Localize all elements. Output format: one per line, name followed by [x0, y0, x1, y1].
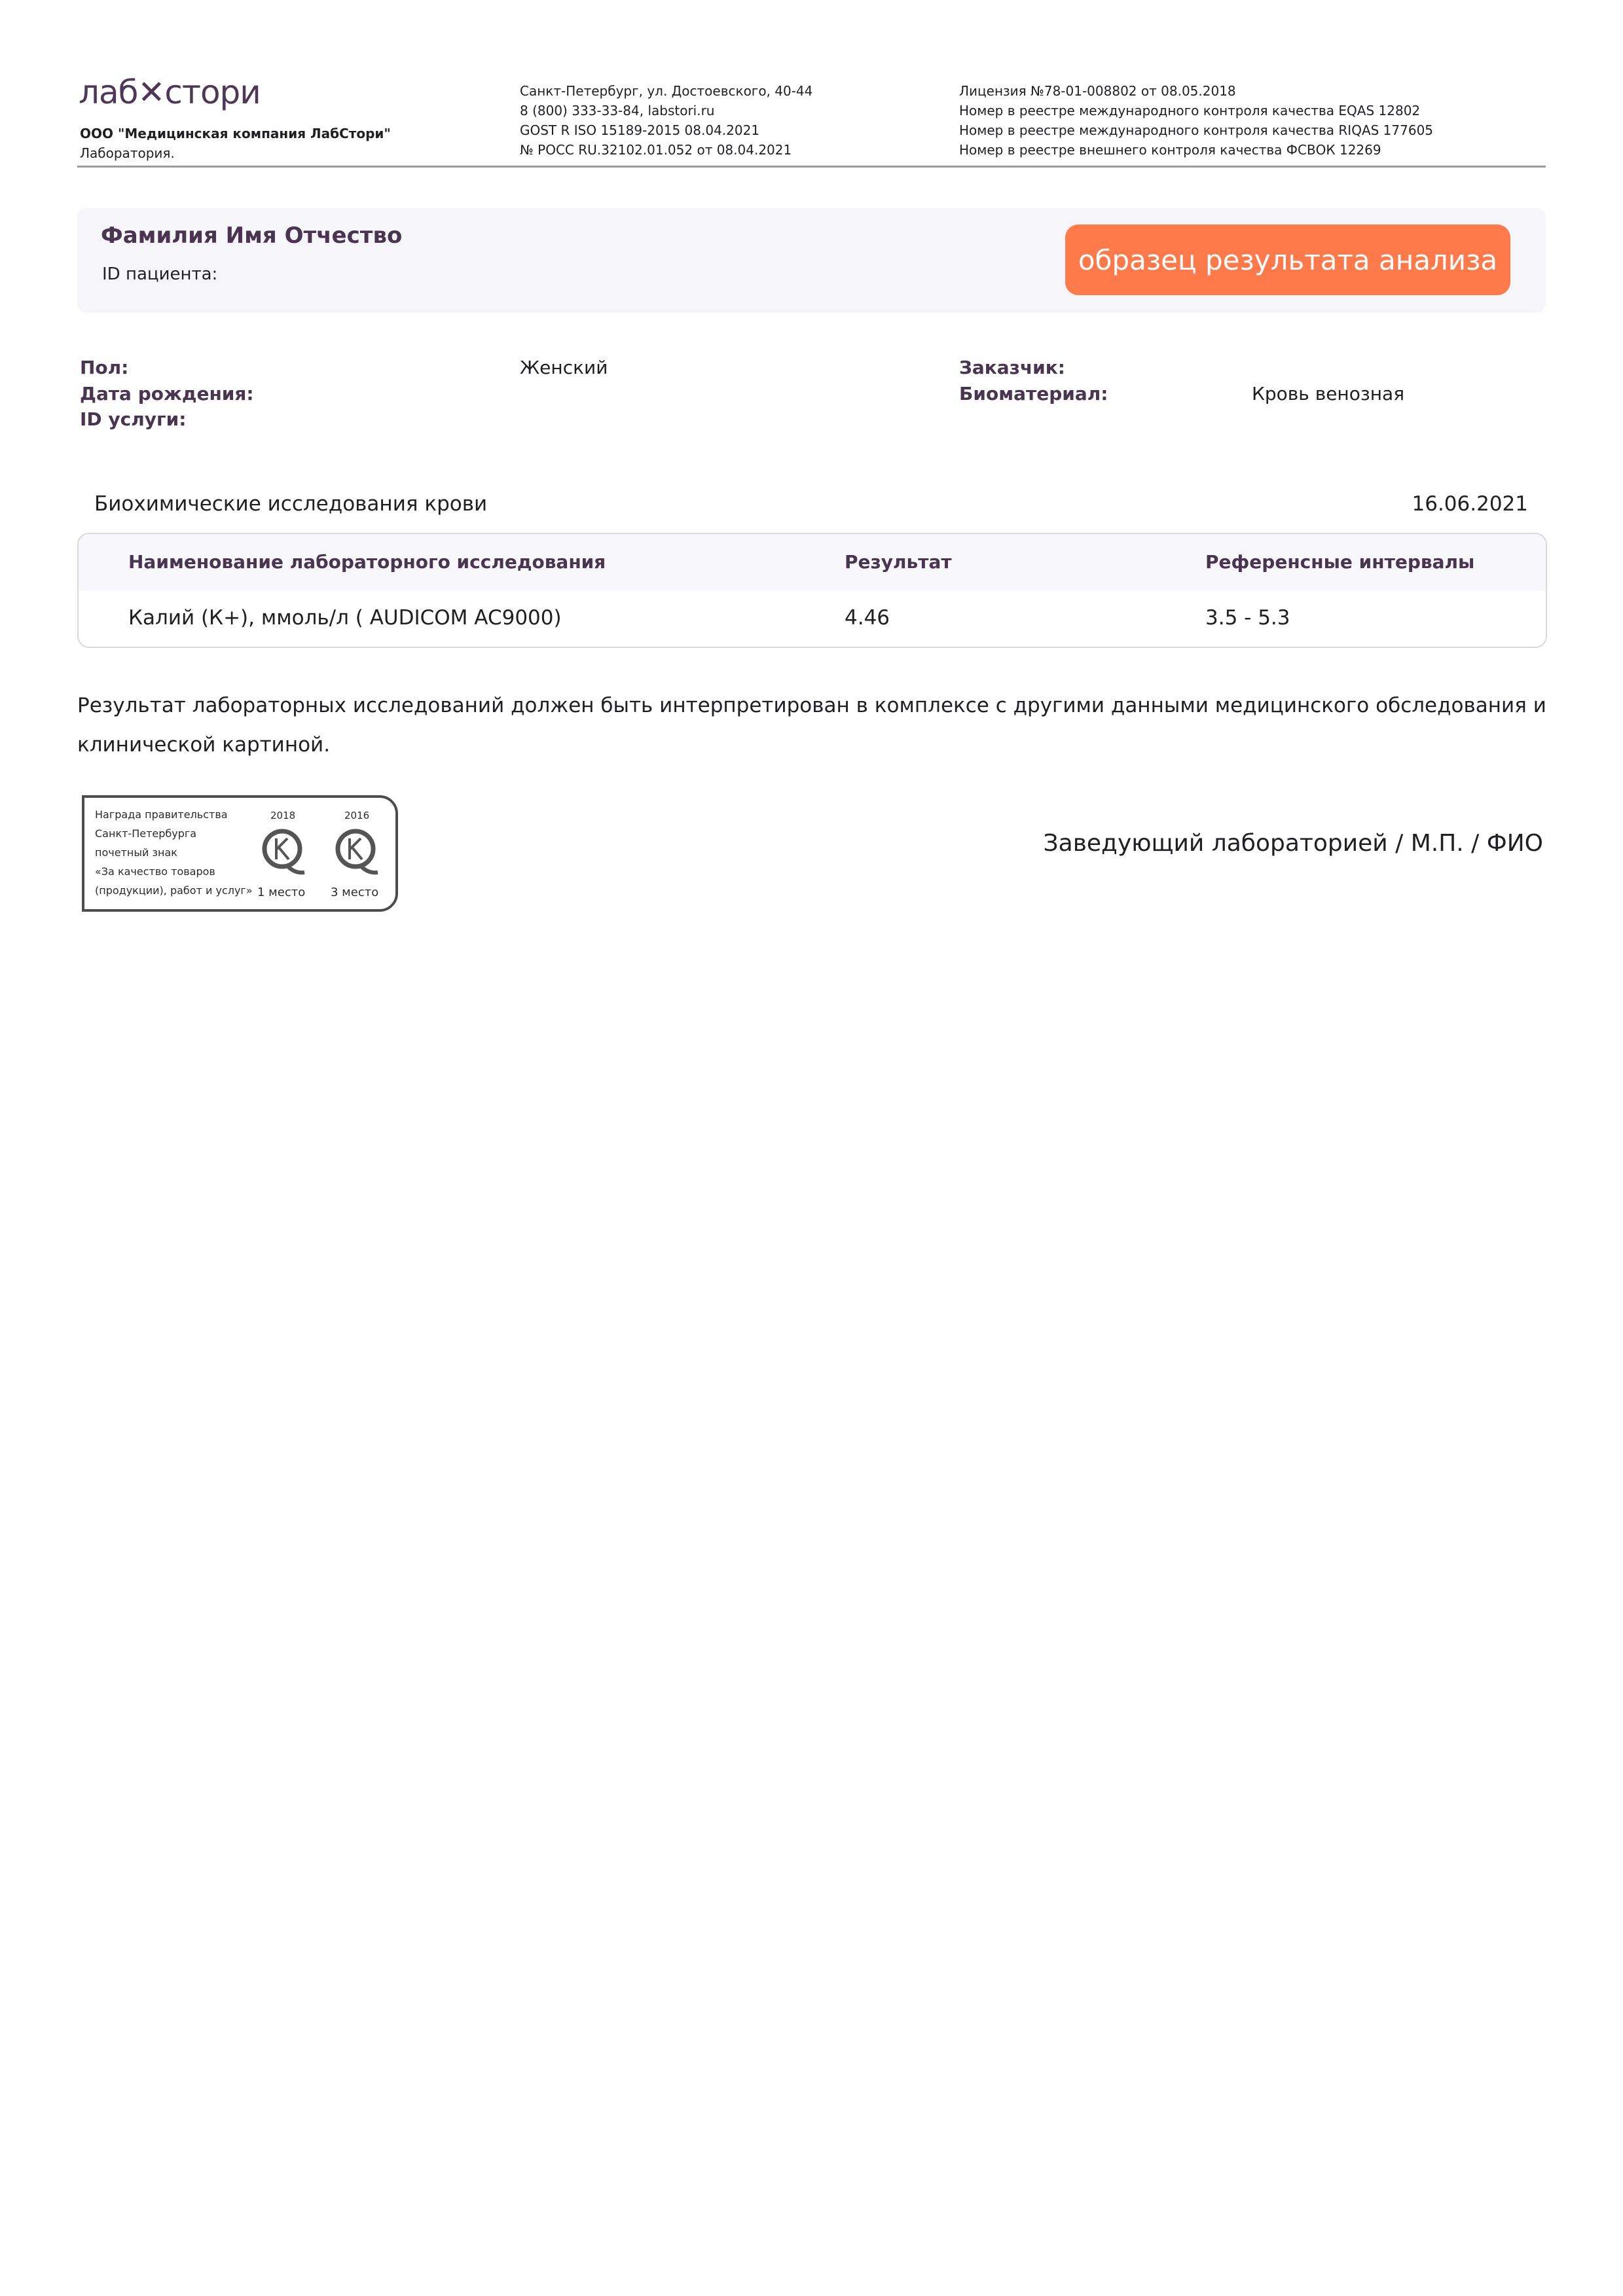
- sex-value: Женский: [520, 357, 608, 378]
- sex-label: Пол:: [80, 357, 129, 378]
- sample-result-badge: образец результата анализа: [1065, 224, 1510, 295]
- license-line: Номер в реестре международного контроля качества EQAS 12802: [959, 103, 1421, 118]
- results-table: [77, 533, 1547, 648]
- signature-line: Заведующий лабораторией / М.П. / ФИО: [1043, 830, 1543, 857]
- patient-name: Фамилия Имя Отчество: [101, 223, 403, 249]
- quality-mark-icon: [333, 825, 380, 878]
- company-name: ООО "Медицинская компания ЛабСтори": [80, 126, 391, 141]
- quality-award-badge: [82, 795, 398, 912]
- logo-text: лаб✕стори: [79, 73, 261, 111]
- column-header-result: Результат: [845, 551, 952, 573]
- cell-reference: 3.5 - 5.3: [1205, 606, 1290, 630]
- biomaterial-value: Кровь венозная: [1252, 383, 1405, 404]
- column-header-test: Наименование лабораторного исследования: [128, 551, 606, 573]
- birth-date-label: Дата рождения:: [80, 383, 254, 404]
- address-line: № РОСС RU.32102.01.052 от 08.04.2021: [520, 142, 792, 158]
- award-year-2: 2016: [344, 810, 370, 821]
- award-line: Награда правительства: [95, 808, 228, 821]
- address-line: 8 (800) 333-33-84, labstori.ru: [520, 103, 715, 118]
- cell-result: 4.46: [845, 606, 890, 630]
- address-block: [520, 81, 812, 160]
- customer-label: Заказчик:: [959, 357, 1065, 378]
- address-line: Санкт-Петербург, ул. Достоевского, 40-44: [520, 83, 813, 99]
- award-place-2: 3 место: [331, 886, 379, 899]
- section-title: Биохимические исследования крови: [94, 492, 488, 516]
- award-place-1: 1 место: [257, 886, 306, 899]
- award-line: «За качество товаров: [95, 865, 215, 878]
- cell-test-name: Калий (К+), ммоль/л ( AUDICOM AC9000): [128, 606, 562, 630]
- license-line: Лицензия №78-01-008802 от 08.05.2018: [959, 83, 1236, 99]
- service-id-label: ID услуги:: [80, 408, 187, 430]
- award-line: Санкт-Петербурга: [95, 827, 197, 840]
- interpretation-note: Результат лабораторных исследований должен быть интерпретирован в комплексе с другими данными медицинского обследования и клинической картиной.: [77, 694, 1546, 757]
- license-line: Номер в реестре международного контроля качества RIQAS 177605: [959, 122, 1434, 138]
- section-date: 16.06.2021: [1412, 492, 1528, 516]
- table-header: [79, 534, 1546, 590]
- header-divider: [77, 166, 1546, 168]
- award-line: (продукции), работ и услуг»: [95, 884, 253, 897]
- biomaterial-label: Биоматериал:: [959, 383, 1108, 404]
- quality-mark-icon: [260, 825, 307, 878]
- address-line: GOST R ISO 15189-2015 08.04.2021: [520, 122, 760, 138]
- patient-id-label: ID пациента:: [102, 264, 218, 284]
- license-line: Номер в реестре внешнего контроля качества ФСВОК 12269: [959, 142, 1381, 158]
- column-header-reference: Референсные интервалы: [1205, 551, 1475, 573]
- license-block: [959, 81, 1433, 160]
- labstori-logo: [79, 73, 288, 119]
- award-year-1: 2018: [270, 810, 296, 821]
- award-line: почетный знак: [95, 846, 177, 859]
- company-subtitle: Лаборатория.: [80, 145, 175, 161]
